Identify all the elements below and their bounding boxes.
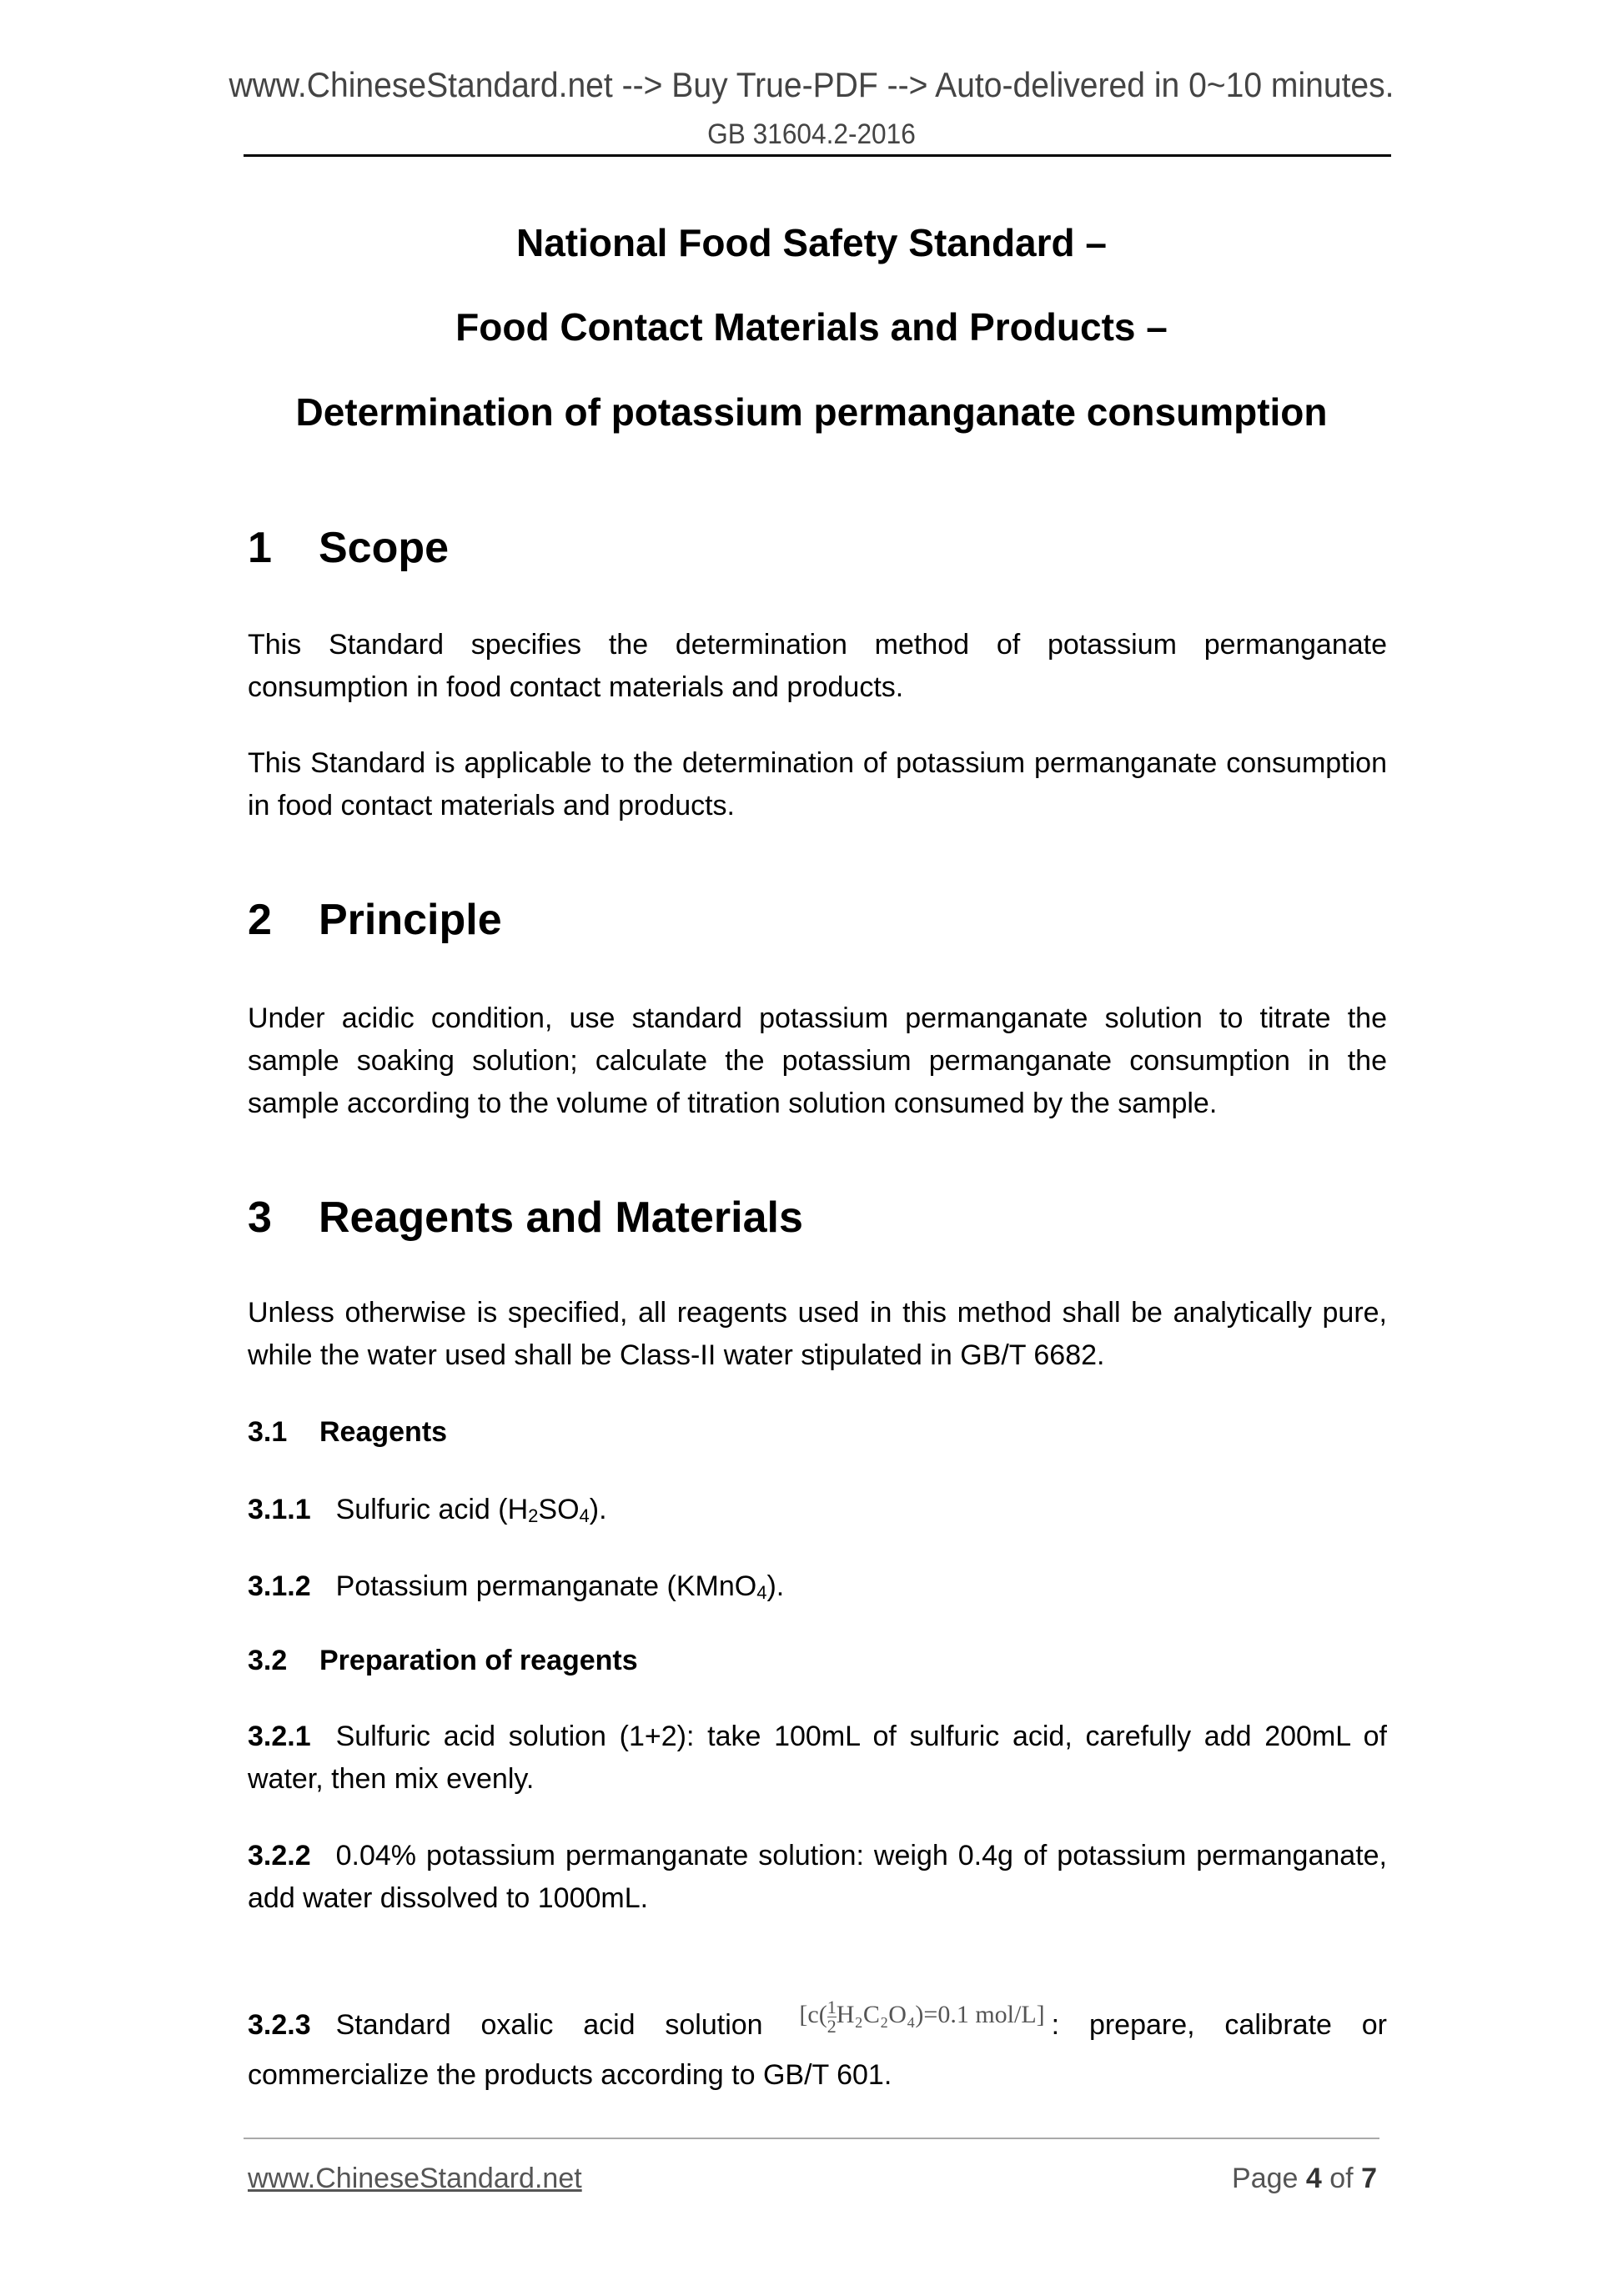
- item-text: ).: [766, 1570, 785, 1602]
- current-page: 4: [1305, 2163, 1322, 2194]
- item-text: ).: [589, 1494, 607, 1525]
- header-divider: [244, 154, 1391, 157]
- standard-number: GB 31604.2-2016: [707, 118, 916, 150]
- page-indicator: [1232, 2163, 1377, 2195]
- section-1-heading: [248, 523, 449, 573]
- total-pages: 7: [1361, 2163, 1377, 2194]
- fraction-denominator: 2: [827, 2015, 837, 2037]
- section-number: 1: [248, 524, 272, 572]
- item-3-1-2: [248, 1565, 1387, 1614]
- item-3-1-1: [248, 1489, 1387, 1537]
- footer-website-link[interactable]: www.ChineseStandard.net: [248, 2163, 582, 2194]
- formula-prefix: [c(: [799, 2001, 827, 2028]
- item-3-2-2: [248, 1835, 1387, 1920]
- item-text: Potassium permanganate (KMnO: [335, 1570, 757, 1602]
- subscript: 4: [756, 1582, 767, 1603]
- section-title: Reagents and Materials: [319, 1193, 803, 1242]
- header-banner: www.ChineseStandard.net --> Buy True-PDF --> Auto-delivered in 0~10 minutes.: [229, 65, 1394, 104]
- fraction: [827, 1998, 837, 2036]
- section-title: Principle: [319, 896, 502, 944]
- item-text: Standard oxalic acid solution: [335, 2009, 763, 2041]
- reagents-paragraph: Unless otherwise is specified, all reagents used in this method shall be analytically pure, while the water used shall be Class-II water stipulated in GB/T 6682.: [248, 1297, 1387, 1371]
- section-2-heading: [248, 895, 502, 945]
- page-label: Page: [1232, 2163, 1299, 2194]
- item-text: : prepare, calibrate or commercialize the products according to GB/T 601.: [248, 2009, 1387, 2091]
- of-label: of: [1329, 2163, 1354, 2194]
- item-text: SO: [538, 1494, 580, 1525]
- scope-paragraph-2: This Standard is applicable to the determination of potassium permanganate consumption in food contact materials and products.: [248, 747, 1387, 821]
- fraction-numerator: 1: [827, 1996, 837, 2017]
- formula-suffix: H₂C₂O₄)=0.1 mol/L]: [836, 2001, 1045, 2028]
- section-number: 3.2: [248, 1645, 288, 1676]
- subscript: 2: [528, 1505, 539, 1526]
- title-line-2: Food Contact Materials and Products –: [455, 305, 1168, 349]
- item-text: Sulfuric acid (H: [335, 1494, 529, 1525]
- title-line-1: National Food Safety Standard –: [516, 221, 1107, 264]
- item-text: Sulfuric acid solution (1+2): take 100mL of sulfuric acid, carefully add 200mL of water, then mix evenly.: [248, 1721, 1387, 1795]
- scope-paragraph-1: This Standard specifies the determination method of potassium permanganate consumption in food contact materials and products.: [248, 629, 1387, 703]
- item-text: 0.04% potassium permanganate solution: weigh 0.4g of potassium permanganate, add water dissolved to 1000mL.: [248, 1840, 1387, 1914]
- item-number: 3.2.2: [248, 1840, 311, 1871]
- section-title: Preparation of reagents: [319, 1645, 638, 1676]
- subscript: 4: [579, 1505, 590, 1526]
- section-number: 3.1: [248, 1416, 288, 1448]
- oxalic-acid-formula: [799, 1990, 1044, 2040]
- section-title: Reagents: [319, 1416, 448, 1448]
- subsection-3-1-heading: [248, 1416, 447, 1449]
- footer-divider: [244, 2138, 1379, 2139]
- section-number: 3: [248, 1193, 272, 1242]
- title-line-3: Determination of potassium permanganate consumption: [295, 390, 1328, 434]
- subsection-3-2-heading: [248, 1645, 638, 1677]
- principle-paragraph: Under acidic condition, use standard potassium permanganate solution to titrate the sample soaking solution; calculate the potassium permanganate consumption in the sample according to the volume of titration solution consumed by the sample.: [248, 1002, 1387, 1119]
- item-3-2-3: [248, 1990, 1387, 2100]
- section-title: Scope: [319, 524, 450, 572]
- item-3-2-1: [248, 1716, 1387, 1801]
- section-3-heading: [248, 1193, 803, 1243]
- item-number: 3.1.1: [248, 1494, 311, 1525]
- section-number: 2: [248, 896, 272, 944]
- item-number: 3.1.2: [248, 1570, 311, 1602]
- item-number: 3.2.3: [248, 2009, 311, 2041]
- item-number: 3.2.1: [248, 1721, 311, 1752]
